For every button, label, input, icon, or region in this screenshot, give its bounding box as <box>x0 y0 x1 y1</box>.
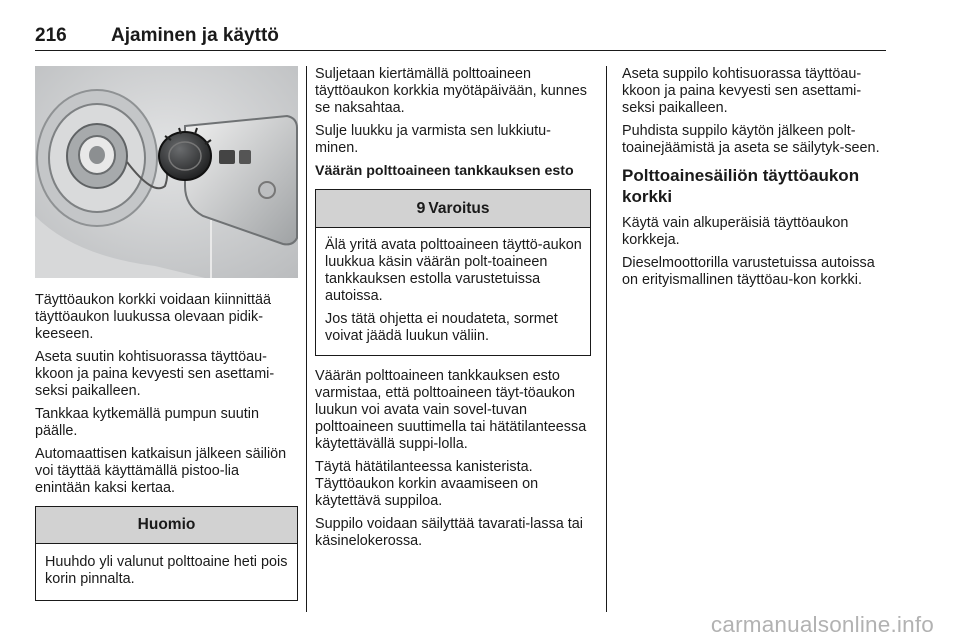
note-box-text: Huuhdo yli valunut polttoaine heti pois korin pinnalta. <box>45 554 288 587</box>
paragraph: Suljetaan kiertämällä polttoaineen täyttöaukon korkkia myötäpäivään, kunnes se naksahtaa. <box>315 66 587 116</box>
paragraph: Puhdista suppilo käytön jälkeen polt‐toainejäämistä ja aseta se säilytyk‐seen. <box>622 123 880 156</box>
paragraph: Suppilo voidaan säilyttää tavarati‐lassa tai käsinelokerossa. <box>315 516 583 549</box>
warning-icon: 9 <box>416 199 426 217</box>
page-title: Ajaminen ja käyttö <box>111 25 279 46</box>
column-divider <box>606 66 607 612</box>
warning-text: Älä yritä avata polttoaineen täyttö‐aukon luukkua käsin väärän polt‐toaineen tankkauksen estolla varustetuissa autoissa. <box>325 237 582 304</box>
paragraph: Tankkaa kytkemällä pumpun suutin päälle. <box>35 406 259 439</box>
paragraph: Sulje luukku ja varmista sen lukkiutu‐minen. <box>315 123 551 156</box>
warning-text: Jos tätä ohjetta ei noudateta, sormet voivat jäädä luukun väliin. <box>325 311 558 344</box>
paragraph: Aseta suutin kohtisuorassa täyttöau‐kkoon ja paina kevyesti sen asettami‐seksi paikalleen. <box>35 349 275 399</box>
paragraph: Käytä vain alkuperäisiä täyttöaukon korkkeja. <box>622 215 849 248</box>
note-box <box>35 506 298 601</box>
warning-box <box>315 189 591 356</box>
paragraph: Dieselmoottorilla varustetuissa autoissa on erityismallinen täyttöau‐kon korkki. <box>622 255 875 288</box>
page-header <box>35 25 886 51</box>
warning-box-title: Varoitus <box>428 199 490 217</box>
fuel-filler-illustration <box>35 66 298 278</box>
column-1 <box>35 66 298 601</box>
paragraph: Automaattisen katkaisun jälkeen säiliön voi täyttää käyttämällä pistoo‐lia enintään kaksi kertaa. <box>35 446 287 496</box>
paragraph: Väärän polttoaineen tankkauksen esto varmistaa, että polttoaineen täyt‐töaukon luukun voi avata vain sovel‐tuvan polttoaineen suuttimella tai hätätilanteessa käytettävällä suppi‐lolla. <box>315 368 587 452</box>
fuel-filler-photo <box>35 66 298 278</box>
subheading: Väärän polttoaineen tankkauksen esto <box>315 163 574 179</box>
page-number: 216 <box>35 25 67 46</box>
note-box-title: Huomio <box>36 507 297 544</box>
column-divider <box>306 66 307 612</box>
column-2 <box>315 66 591 556</box>
watermark: carmanualsonline.info <box>710 612 934 637</box>
column-3 <box>622 66 888 295</box>
paragraph: Aseta suppilo kohtisuorassa täyttöau‐kkoon ja paina kevyesti sen asettami‐seksi paikalleen. <box>622 66 862 116</box>
section-title: Polttoainesäiliön täyttöaukon korkki <box>622 166 860 206</box>
paragraph: Täytä hätätilanteessa kanisterista. Täyttöaukon korkin avaamiseen on käytettävä suppiloa. <box>315 459 539 509</box>
warning-box-header <box>316 190 590 228</box>
paragraph: Täyttöaukon korkki voidaan kiinnittää täyttöaukon luukussa olevaan pidik‐keeseen. <box>35 292 271 342</box>
